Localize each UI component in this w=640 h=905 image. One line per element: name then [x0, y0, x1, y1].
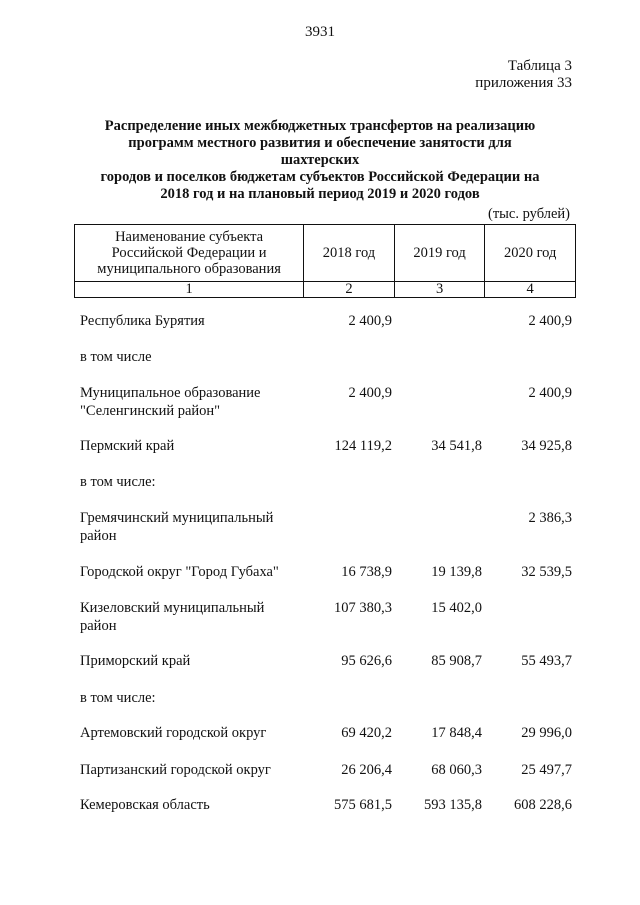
value-2018: 107 380,3 [334, 600, 392, 616]
value-2019: 15 402,0 [431, 600, 482, 616]
value-2018: 124 119,2 [334, 438, 392, 454]
table-reference-line: приложения 33 [475, 75, 572, 91]
value-2020: 2 400,9 [528, 385, 572, 401]
value-2018: 69 420,2 [341, 725, 392, 741]
row-name-line: Городской округ "Город Губаха" [80, 564, 279, 580]
row-name [80, 509, 302, 545]
column-number: 4 [485, 282, 576, 298]
row-name [80, 437, 302, 455]
column-number: 1 [75, 282, 304, 298]
column-number: 3 [394, 282, 485, 298]
table-header [74, 224, 576, 298]
value-2018: 575 681,5 [334, 797, 392, 813]
row-name-line: Партизанский городской округ [80, 762, 271, 778]
row-name [80, 348, 302, 366]
column-number-row [75, 282, 576, 298]
value-2019: 85 908,7 [431, 653, 482, 669]
row-name-line: Артемовский городской округ [80, 725, 267, 741]
title-line: Распределение иных межбюджетных трансфертов на реализацию [104, 118, 536, 134]
table-reference [475, 58, 572, 92]
row-name [80, 796, 302, 814]
header-2020: 2020 год [485, 225, 576, 282]
row-name [80, 652, 302, 670]
row-name-line: в том числе [80, 349, 152, 365]
row-name [80, 563, 302, 581]
row-name-line: "Селенгинский район" [80, 403, 221, 419]
row-name-line: район [80, 618, 117, 634]
value-2018: 2 400,9 [348, 313, 392, 329]
value-2019: 34 541,8 [431, 438, 482, 454]
value-2019: 593 135,8 [424, 797, 482, 813]
title-line: городов и поселков бюджетам субъектов Российской Федерации на [100, 169, 540, 185]
header-row [75, 225, 576, 282]
value-2018: 16 738,9 [341, 564, 392, 580]
row-name [80, 384, 302, 420]
header-2018: 2018 год [304, 225, 395, 282]
column-number: 2 [304, 282, 395, 298]
header-2019: 2019 год [394, 225, 485, 282]
title-line: программ местного развития и обеспечение занятости для шахтерских [128, 135, 512, 168]
row-name [80, 689, 302, 707]
row-name-line: Приморский край [80, 653, 191, 669]
header-name-line: Российской Федерации и [111, 245, 267, 261]
document-title [90, 118, 550, 203]
row-name-line: Муниципальное образование [80, 385, 261, 401]
row-name [80, 473, 302, 491]
value-2020: 25 497,7 [521, 762, 572, 778]
header-name-line: Наименование субъекта [115, 229, 264, 245]
value-2020: 2 386,3 [528, 510, 572, 526]
value-2019: 68 060,3 [431, 762, 482, 778]
page-number: 3931 [305, 24, 335, 40]
row-name-line: Кизеловский муниципальный [80, 600, 265, 616]
row-name [80, 761, 302, 779]
value-2019: 17 848,4 [431, 725, 482, 741]
header-name-line: муниципального образования [97, 261, 281, 277]
value-2020: 34 925,8 [521, 438, 572, 454]
table-reference-line: Таблица 3 [507, 58, 572, 74]
title-line: 2018 год и на плановый период 2019 и 2020 годов [160, 186, 480, 202]
row-name-line: район [80, 528, 117, 544]
row-name-line: в том числе: [80, 474, 156, 490]
row-name-line: Республика Бурятия [80, 313, 205, 329]
row-name [80, 599, 302, 635]
value-2020: 29 996,0 [521, 725, 572, 741]
row-name-line: в том числе: [80, 690, 156, 706]
row-name-line: Пермский край [80, 438, 175, 454]
value-2020: 608 228,6 [514, 797, 572, 813]
value-2020: 32 539,5 [521, 564, 572, 580]
value-2020: 2 400,9 [528, 313, 572, 329]
value-2019: 19 139,8 [431, 564, 482, 580]
row-name [80, 312, 302, 330]
units-label: (тыс. рублей) [488, 206, 570, 222]
value-2018: 2 400,9 [348, 385, 392, 401]
row-name [80, 724, 302, 742]
row-name-line: Гремячинский муниципальный [80, 510, 274, 526]
row-name-line: Кемеровская область [80, 797, 210, 813]
value-2020: 55 493,7 [521, 653, 572, 669]
value-2018: 26 206,4 [341, 762, 392, 778]
header-name-cell [75, 225, 304, 282]
value-2018: 95 626,6 [341, 653, 392, 669]
